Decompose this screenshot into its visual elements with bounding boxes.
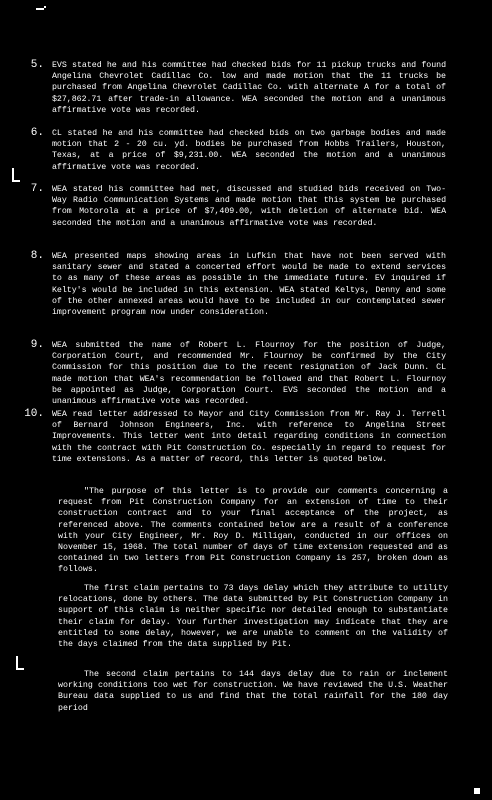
- agenda-item-10: [24, 408, 446, 465]
- scan-speck: [44, 6, 46, 8]
- binding-hole-mark: [12, 180, 20, 182]
- agenda-item-5: [30, 59, 446, 116]
- binding-hole-mark: [16, 668, 24, 670]
- item-number: 10.: [24, 408, 44, 420]
- item-text: WEA stated his committee had met, discussed and studied bids received on Two-Way Radio Communication Systems and made motion that this system be purchased from Motorola at a price of $7,409.00, with deletion of alternate bid. WEA seconded the motion and a unanimous affirmative vote was recorded.: [52, 185, 446, 228]
- agenda-item-9: [30, 339, 446, 407]
- agenda-item-8: [30, 250, 446, 318]
- item-number: 8.: [30, 250, 44, 262]
- item-text: WEA read letter addressed to Mayor and City Commission from Mr. Ray J. Terrell of Bernard Johnson Engineers, Inc. with reference to Angelina Street Improvements. This letter went into detail regarding conditions in connection with the contract with Pit Construction Co. especially in regard to request for time extensions. As a matter of record, this letter is quoted below.: [52, 410, 446, 464]
- item-text: CL stated he and his committee had checked bids on two garbage bodies and made motion that 2 - 20 cu. yd. bodies be purchased from Hobbs Trailers, Houston, Texas, at a price of $9,231.00. WEA seconded the motion and a unanimous affirmative vote was recorded.: [52, 129, 446, 172]
- item-text: EVS stated he and his committee had checked bids for 11 pickup trucks and found Angelina Chevrolet Cadillac Co. low and made motion that the 11 trucks be purchased from Angelina Chevrolet Cadillac Co. with alternate A for a total of $27,862.71 after trade-in allowance. WEA seconded the motion and a unanimous affirmative vote was recorded.: [52, 61, 446, 115]
- scan-speck: [36, 8, 44, 10]
- quoted-letter-paragraph-2: The first claim pertains to 73 days delay which they attribute to utility relocations, done by others. The data submitted by Pit Construction Company in support of this claim is neither specific nor detailed enough to substantiate their claim for delay. Your further investigation may indicate that they are entitled to some delay, however, we are unable to comment on the validity of the days claimed from the data supplied by Pit.: [58, 584, 448, 650]
- scan-speck: [474, 788, 480, 794]
- quoted-letter-paragraph-3: The second claim pertains to 144 days delay due to rain or inclement working conditions too wet for construction. We have reviewed the U.S. Weather Bureau data supplied to us and find that the total rainfall for the 180 day period: [58, 670, 448, 713]
- quoted-letter-paragraph-1: "The purpose of this letter is to provide our comments concerning a request from Pit Construction Company for an extension of time to their construction contract and to your final acceptance of the project, as referenced above. The comments contained below are a result of a conference with your City Engineer, Mr. Roy D. Milligan, conducted in our offices on November 15, 1968. The total number of days of time extension requested and as contained in two letters from Pit Construction Company is 257, broken down as follows.: [58, 487, 448, 575]
- item-number: 7.: [30, 183, 44, 195]
- agenda-item-6: [30, 127, 446, 173]
- item-text: WEA presented maps showing areas in Lufkin that have not been served with sanitary sewer and stated a concerted effort would be made to extend services to as many of these areas as possible in the immediate future. EV inquired if Kelty's would be included in this extension. WEA stated Keltys, Denny and some of the other annexed areas would have to be included in our contemplated sewer improvement program now under consideration.: [52, 252, 446, 318]
- item-text: WEA submitted the name of Robert L. Flournoy for the position of Judge, Corporation Court, and recommended Mr. Flournoy be confirmed by the City Commission for this position due to the recent resignation of Jack Dunn. CL made motion that WEA's recommendation be followed and that Robert L. Flournoy be appointed as Judge, Corporation Court. EVS seconded the motion and a unanimous affirmative vote was recorded.: [52, 341, 446, 407]
- item-number: 6.: [30, 127, 44, 139]
- item-number: 9.: [30, 339, 44, 351]
- item-number: 5.: [30, 59, 44, 71]
- agenda-item-7: [30, 183, 446, 229]
